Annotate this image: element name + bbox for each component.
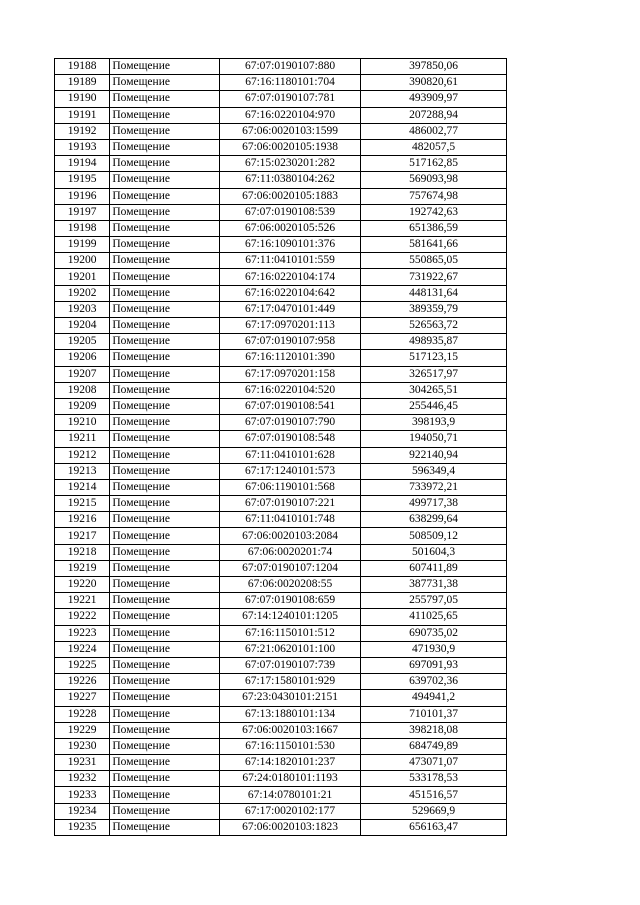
- object-type-cell: Помещение: [110, 690, 220, 706]
- cadastral-value-cell: 533178,53: [361, 771, 507, 787]
- cadastral-number-cell: 67:23:0430101:2151: [220, 690, 361, 706]
- object-type-cell: Помещение: [110, 204, 220, 220]
- row-number-cell: 19229: [55, 722, 110, 738]
- cadastral-value-cell: 526563,72: [361, 318, 507, 334]
- table-row: [55, 301, 507, 317]
- object-type-cell: Помещение: [110, 172, 220, 188]
- object-type-cell: Помещение: [110, 220, 220, 236]
- table-row: [55, 350, 507, 366]
- cadastral-number-cell: 67:06:0020105:1883: [220, 188, 361, 204]
- table-row: [55, 237, 507, 253]
- object-type-cell: Помещение: [110, 560, 220, 576]
- row-number-cell: 19222: [55, 609, 110, 625]
- cadastral-number-cell: 67:06:0020201:74: [220, 544, 361, 560]
- table-row: [55, 496, 507, 512]
- object-type-cell: Помещение: [110, 334, 220, 350]
- cadastral-number-cell: 67:06:0020103:1667: [220, 722, 361, 738]
- table-row: [55, 431, 507, 447]
- table-row: [55, 560, 507, 576]
- cadastral-number-cell: 67:14:1820101:237: [220, 755, 361, 771]
- table-row: [55, 220, 507, 236]
- object-type-cell: Помещение: [110, 91, 220, 107]
- row-number-cell: 19221: [55, 593, 110, 609]
- row-number-cell: 19223: [55, 625, 110, 641]
- cadastral-value-cell: 387731,38: [361, 577, 507, 593]
- row-number-cell: 19200: [55, 253, 110, 269]
- object-type-cell: Помещение: [110, 350, 220, 366]
- row-number-cell: 19219: [55, 560, 110, 576]
- cadastral-value-cell: 529669,9: [361, 803, 507, 819]
- object-type-cell: Помещение: [110, 803, 220, 819]
- cadastral-number-cell: 67:17:0470101:449: [220, 301, 361, 317]
- object-type-cell: Помещение: [110, 318, 220, 334]
- row-number-cell: 19202: [55, 285, 110, 301]
- cadastral-number-cell: 67:06:0020105:526: [220, 220, 361, 236]
- cadastral-value-cell: 471930,9: [361, 641, 507, 657]
- object-type-cell: Помещение: [110, 123, 220, 139]
- cadastral-number-cell: 67:17:1580101:929: [220, 674, 361, 690]
- cadastral-value-cell: 517162,85: [361, 156, 507, 172]
- cadastral-value-cell: 255446,45: [361, 398, 507, 414]
- row-number-cell: 19208: [55, 382, 110, 398]
- row-number-cell: 19192: [55, 123, 110, 139]
- row-number-cell: 19205: [55, 334, 110, 350]
- row-number-cell: 19204: [55, 318, 110, 334]
- cadastral-number-cell: 67:11:0410101:628: [220, 447, 361, 463]
- table-row: [55, 787, 507, 803]
- object-type-cell: Помещение: [110, 722, 220, 738]
- cadastral-number-cell: 67:06:0020103:1599: [220, 123, 361, 139]
- cadastral-number-cell: 67:16:1090101:376: [220, 237, 361, 253]
- row-number-cell: 19228: [55, 706, 110, 722]
- object-type-cell: Помещение: [110, 544, 220, 560]
- table-row: [55, 172, 507, 188]
- table-row: [55, 334, 507, 350]
- cadastral-value-table: [54, 58, 507, 836]
- cadastral-number-cell: 67:16:0220104:970: [220, 107, 361, 123]
- table-row: [55, 318, 507, 334]
- table-row: [55, 285, 507, 301]
- cadastral-value-cell: 639702,36: [361, 674, 507, 690]
- table-row: [55, 657, 507, 673]
- table-row: [55, 512, 507, 528]
- row-number-cell: 19209: [55, 398, 110, 414]
- cadastral-value-cell: 448131,64: [361, 285, 507, 301]
- cadastral-value-cell: 656163,47: [361, 819, 507, 835]
- cadastral-value-cell: 757674,98: [361, 188, 507, 204]
- object-type-cell: Помещение: [110, 593, 220, 609]
- cadastral-number-cell: 67:17:0020102:177: [220, 803, 361, 819]
- cadastral-value-cell: 255797,05: [361, 593, 507, 609]
- row-number-cell: 19226: [55, 674, 110, 690]
- table-row: [55, 107, 507, 123]
- row-number-cell: 19199: [55, 237, 110, 253]
- cadastral-value-cell: 398218,08: [361, 722, 507, 738]
- cadastral-number-cell: 67:16:1120101:390: [220, 350, 361, 366]
- table-row: [55, 253, 507, 269]
- cadastral-value-cell: 389359,79: [361, 301, 507, 317]
- table-row: [55, 771, 507, 787]
- row-number-cell: 19224: [55, 641, 110, 657]
- object-type-cell: Помещение: [110, 269, 220, 285]
- cadastral-value-cell: 697091,93: [361, 657, 507, 673]
- table-row: [55, 706, 507, 722]
- table-row: [55, 690, 507, 706]
- cadastral-number-cell: 67:07:0190107:1204: [220, 560, 361, 576]
- row-number-cell: 19210: [55, 415, 110, 431]
- row-number-cell: 19234: [55, 803, 110, 819]
- cadastral-value-cell: 486002,77: [361, 123, 507, 139]
- cadastral-number-cell: 67:06:0020103:1823: [220, 819, 361, 835]
- cadastral-value-cell: 498935,87: [361, 334, 507, 350]
- cadastral-number-cell: 67:06:0020208:55: [220, 577, 361, 593]
- cadastral-number-cell: 67:07:0190107:221: [220, 496, 361, 512]
- row-number-cell: 19188: [55, 59, 110, 75]
- cadastral-value-cell: 411025,65: [361, 609, 507, 625]
- object-type-cell: Помещение: [110, 398, 220, 414]
- row-number-cell: 19211: [55, 431, 110, 447]
- cadastral-value-cell: 690735,02: [361, 625, 507, 641]
- table-row: [55, 641, 507, 657]
- cadastral-number-cell: 67:07:0190107:880: [220, 59, 361, 75]
- cadastral-value-cell: 684749,89: [361, 738, 507, 754]
- cadastral-number-cell: 67:11:0380104:262: [220, 172, 361, 188]
- row-number-cell: 19230: [55, 738, 110, 754]
- row-number-cell: 19207: [55, 366, 110, 382]
- row-number-cell: 19194: [55, 156, 110, 172]
- table-row: [55, 139, 507, 155]
- cadastral-value-cell: 398193,9: [361, 415, 507, 431]
- row-number-cell: 19189: [55, 75, 110, 91]
- object-type-cell: Помещение: [110, 301, 220, 317]
- object-type-cell: Помещение: [110, 674, 220, 690]
- cadastral-value-cell: 581641,66: [361, 237, 507, 253]
- cadastral-number-cell: 67:17:0970201:158: [220, 366, 361, 382]
- object-type-cell: Помещение: [110, 188, 220, 204]
- table-row: [55, 204, 507, 220]
- object-type-cell: Помещение: [110, 755, 220, 771]
- table-row: [55, 75, 507, 91]
- row-number-cell: 19227: [55, 690, 110, 706]
- table-row: [55, 593, 507, 609]
- object-type-cell: Помещение: [110, 787, 220, 803]
- cadastral-number-cell: 67:15:0230201:282: [220, 156, 361, 172]
- object-type-cell: Помещение: [110, 382, 220, 398]
- table-row: [55, 674, 507, 690]
- table-row: [55, 528, 507, 544]
- cadastral-value-cell: 731922,67: [361, 269, 507, 285]
- row-number-cell: 19191: [55, 107, 110, 123]
- row-number-cell: 19197: [55, 204, 110, 220]
- object-type-cell: Помещение: [110, 139, 220, 155]
- row-number-cell: 19206: [55, 350, 110, 366]
- cadastral-number-cell: 67:16:0220104:174: [220, 269, 361, 285]
- cadastral-value-cell: 710101,37: [361, 706, 507, 722]
- cadastral-number-cell: 67:16:1180101:704: [220, 75, 361, 91]
- cadastral-number-cell: 67:07:0190107:781: [220, 91, 361, 107]
- object-type-cell: Помещение: [110, 75, 220, 91]
- cadastral-value-cell: 494941,2: [361, 690, 507, 706]
- cadastral-number-cell: 67:06:0020105:1938: [220, 139, 361, 155]
- table-row: [55, 755, 507, 771]
- cadastral-number-cell: 67:17:0970201:113: [220, 318, 361, 334]
- table-row: [55, 463, 507, 479]
- object-type-cell: Помещение: [110, 156, 220, 172]
- row-number-cell: 19214: [55, 479, 110, 495]
- cadastral-value-cell: 207288,94: [361, 107, 507, 123]
- object-type-cell: Помещение: [110, 512, 220, 528]
- object-type-cell: Помещение: [110, 641, 220, 657]
- row-number-cell: 19233: [55, 787, 110, 803]
- table-row: [55, 366, 507, 382]
- cadastral-number-cell: 67:24:0180101:1193: [220, 771, 361, 787]
- object-type-cell: Помещение: [110, 285, 220, 301]
- table-row: [55, 577, 507, 593]
- object-type-cell: Помещение: [110, 496, 220, 512]
- table-row: [55, 722, 507, 738]
- object-type-cell: Помещение: [110, 463, 220, 479]
- cadastral-number-cell: 67:07:0190108:541: [220, 398, 361, 414]
- object-type-cell: Помещение: [110, 59, 220, 75]
- cadastral-number-cell: 67:06:1190101:568: [220, 479, 361, 495]
- row-number-cell: 19213: [55, 463, 110, 479]
- cadastral-number-cell: 67:07:0190107:958: [220, 334, 361, 350]
- table-row: [55, 398, 507, 414]
- cadastral-number-cell: 67:16:1150101:530: [220, 738, 361, 754]
- cadastral-number-cell: 67:21:0620101:100: [220, 641, 361, 657]
- object-type-cell: Помещение: [110, 625, 220, 641]
- object-type-cell: Помещение: [110, 107, 220, 123]
- object-type-cell: Помещение: [110, 609, 220, 625]
- cadastral-number-cell: 67:13:1880101:134: [220, 706, 361, 722]
- object-type-cell: Помещение: [110, 479, 220, 495]
- cadastral-value-cell: 651386,59: [361, 220, 507, 236]
- row-number-cell: 19220: [55, 577, 110, 593]
- cadastral-value-cell: 607411,89: [361, 560, 507, 576]
- table-row: [55, 609, 507, 625]
- table-body: [55, 59, 507, 836]
- row-number-cell: 19203: [55, 301, 110, 317]
- table-row: [55, 188, 507, 204]
- cadastral-value-cell: 638299,64: [361, 512, 507, 528]
- table-row: [55, 59, 507, 75]
- cadastral-value-cell: 451516,57: [361, 787, 507, 803]
- cadastral-value-cell: 192742,63: [361, 204, 507, 220]
- row-number-cell: 19231: [55, 755, 110, 771]
- row-number-cell: 19216: [55, 512, 110, 528]
- object-type-cell: Помещение: [110, 253, 220, 269]
- cadastral-value-cell: 304265,51: [361, 382, 507, 398]
- cadastral-number-cell: 67:07:0190108:539: [220, 204, 361, 220]
- row-number-cell: 19218: [55, 544, 110, 560]
- cadastral-value-cell: 517123,15: [361, 350, 507, 366]
- cadastral-number-cell: 67:11:0410101:559: [220, 253, 361, 269]
- object-type-cell: Помещение: [110, 237, 220, 253]
- cadastral-number-cell: 67:07:0190108:659: [220, 593, 361, 609]
- object-type-cell: Помещение: [110, 819, 220, 835]
- object-type-cell: Помещение: [110, 415, 220, 431]
- cadastral-value-cell: 397850,06: [361, 59, 507, 75]
- cadastral-value-cell: 922140,94: [361, 447, 507, 463]
- table-row: [55, 91, 507, 107]
- row-number-cell: 19212: [55, 447, 110, 463]
- cadastral-number-cell: 67:07:0190107:790: [220, 415, 361, 431]
- cadastral-value-cell: 501604,3: [361, 544, 507, 560]
- cadastral-value-cell: 493909,97: [361, 91, 507, 107]
- cadastral-value-cell: 390820,61: [361, 75, 507, 91]
- cadastral-value-cell: 482057,5: [361, 139, 507, 155]
- cadastral-number-cell: 67:16:0220104:642: [220, 285, 361, 301]
- cadastral-number-cell: 67:11:0410101:748: [220, 512, 361, 528]
- cadastral-value-cell: 733972,21: [361, 479, 507, 495]
- cadastral-value-cell: 596349,4: [361, 463, 507, 479]
- row-number-cell: 19196: [55, 188, 110, 204]
- cadastral-value-cell: 499717,38: [361, 496, 507, 512]
- cadastral-number-cell: 67:17:1240101:573: [220, 463, 361, 479]
- object-type-cell: Помещение: [110, 738, 220, 754]
- table-row: [55, 415, 507, 431]
- table-row: [55, 803, 507, 819]
- table-row: [55, 447, 507, 463]
- object-type-cell: Помещение: [110, 577, 220, 593]
- cadastral-value-cell: 569093,98: [361, 172, 507, 188]
- cadastral-number-cell: 67:14:0780101:21: [220, 787, 361, 803]
- table-row: [55, 738, 507, 754]
- table-row: [55, 123, 507, 139]
- cadastral-value-cell: 550865,05: [361, 253, 507, 269]
- object-type-cell: Помещение: [110, 431, 220, 447]
- row-number-cell: 19195: [55, 172, 110, 188]
- row-number-cell: 19201: [55, 269, 110, 285]
- object-type-cell: Помещение: [110, 447, 220, 463]
- table-row: [55, 269, 507, 285]
- cadastral-number-cell: 67:06:0020103:2084: [220, 528, 361, 544]
- row-number-cell: 19193: [55, 139, 110, 155]
- row-number-cell: 19217: [55, 528, 110, 544]
- cadastral-number-cell: 67:16:0220104:520: [220, 382, 361, 398]
- row-number-cell: 19198: [55, 220, 110, 236]
- cadastral-number-cell: 67:07:0190107:739: [220, 657, 361, 673]
- table-row: [55, 156, 507, 172]
- table-row: [55, 479, 507, 495]
- object-type-cell: Помещение: [110, 528, 220, 544]
- row-number-cell: 19225: [55, 657, 110, 673]
- row-number-cell: 19232: [55, 771, 110, 787]
- row-number-cell: 19235: [55, 819, 110, 835]
- table-row: [55, 819, 507, 835]
- object-type-cell: Помещение: [110, 366, 220, 382]
- object-type-cell: Помещение: [110, 657, 220, 673]
- cadastral-value-cell: 473071,07: [361, 755, 507, 771]
- cadastral-number-cell: 67:16:1150101:512: [220, 625, 361, 641]
- object-type-cell: Помещение: [110, 706, 220, 722]
- row-number-cell: 19190: [55, 91, 110, 107]
- object-type-cell: Помещение: [110, 771, 220, 787]
- cadastral-value-cell: 326517,97: [361, 366, 507, 382]
- row-number-cell: 19215: [55, 496, 110, 512]
- cadastral-number-cell: 67:07:0190108:548: [220, 431, 361, 447]
- cadastral-value-cell: 508509,12: [361, 528, 507, 544]
- cadastral-number-cell: 67:14:1240101:1205: [220, 609, 361, 625]
- table-row: [55, 625, 507, 641]
- table-row: [55, 382, 507, 398]
- table-row: [55, 544, 507, 560]
- cadastral-value-cell: 194050,71: [361, 431, 507, 447]
